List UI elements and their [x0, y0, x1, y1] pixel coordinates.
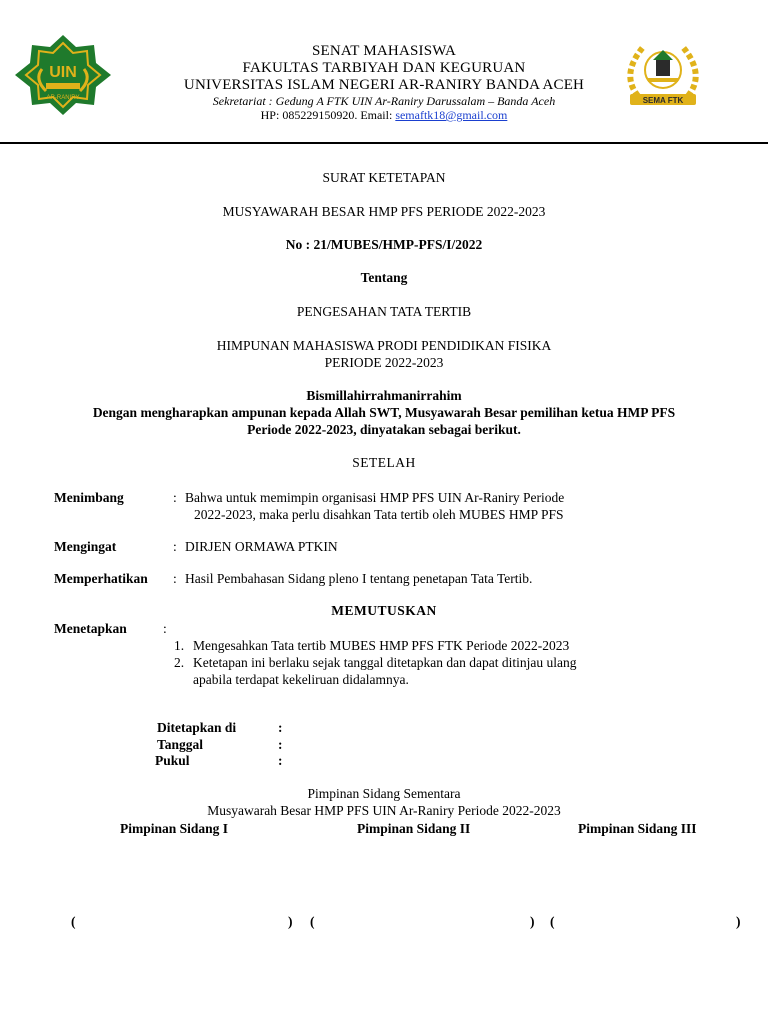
title-tentang: Tentang: [360, 270, 408, 285]
title-number: No : 21/MUBES/HMP-PFS/I/2022: [285, 237, 483, 252]
leaders-heading: Pimpinan Sidang Sementara: [307, 786, 461, 801]
consideration-text: DIRJEN ORMAWA PTKIN: [185, 539, 338, 554]
opening-line-1: Dengan mengharapkan ampunan kepada Allah SWT, Musyawarah Besar pemilihan ketua HMP PFS: [92, 405, 676, 420]
menetapkan-section: [0, 620, 768, 690]
opening-line-2: Periode 2022-2023, dinyatakan sebagai berikut.: [247, 422, 521, 437]
bismillah: Bismillahirrahmanirrahim: [306, 388, 462, 403]
header-line-universitas: UNIVERSITAS ISLAM NEGERI AR-RANIRY BANDA ACEH: [183, 77, 585, 93]
consideration-label: Mengingat: [54, 539, 117, 554]
consideration-label: Menimbang: [54, 490, 124, 505]
consideration-text-cont: 2022-2023, maka perlu disahkan Tata tertib oleh MUBES HMP PFS: [194, 507, 564, 522]
decision-text-cont: apabila terdapat kekeliruan didalamnya.: [193, 672, 409, 687]
setelah-heading: SETELAH: [352, 455, 416, 470]
chair-2-label: Pimpinan Sidang II: [357, 821, 471, 836]
title-surat-ketetapan: SURAT KETETAPAN: [322, 170, 446, 185]
leaders-subheading: Musyawarah Besar HMP PFS UIN Ar-Raniry Periode 2022-2023: [207, 803, 561, 818]
signing-colon: :: [278, 753, 283, 768]
signing-colon: :: [278, 737, 283, 752]
consideration-colon: :: [173, 539, 177, 554]
menetapkan-colon: :: [163, 621, 167, 636]
header-divider: [0, 142, 768, 144]
signature-open-bracket: (: [550, 914, 555, 929]
title-himpunan: HIMPUNAN MAHASISWA PRODI PENDIDIKAN FISIKA: [216, 338, 552, 353]
signing-colon: :: [278, 720, 283, 735]
title-pengesahan: PENGESAHAN TATA TERTIB: [296, 304, 472, 319]
title-musyawarah: MUSYAWARAH BESAR HMP PFS PERIODE 2022-2023: [222, 204, 546, 219]
uin-logo-subtext: AR-RANIRY: [46, 95, 80, 101]
consideration-colon: :: [173, 571, 177, 586]
consideration-memperhatikan: [0, 570, 768, 588]
consideration-mengingat: [0, 538, 768, 556]
title-periode: PERIODE 2022-2023: [324, 355, 444, 370]
signature-open-bracket: (: [71, 914, 76, 929]
decision-number: 2.: [174, 655, 185, 670]
signature-close-bracket: ): [736, 914, 741, 929]
consideration-text: Hasil Pembahasan Sidang pleno I tentang penetapan Tata Tertib.: [185, 571, 533, 586]
consideration-text: Bahwa untuk memimpin organisasi HMP PFS UIN Ar-Raniry Periode: [185, 490, 565, 505]
menetapkan-label: Menetapkan: [54, 621, 127, 636]
signature-open-bracket: (: [310, 914, 315, 929]
header-line-senat: SENAT MAHASISWA: [312, 43, 456, 59]
memutuskan-heading: MEMUTUSKAN: [331, 603, 437, 618]
header-contact-prefix: HP: 085229150920. Email:: [260, 108, 396, 122]
header-line-fakultas: FAKULTAS TARBIYAH DAN KEGURUAN: [242, 60, 526, 76]
consideration-colon: :: [173, 490, 177, 505]
signature-close-bracket: ): [530, 914, 535, 929]
decision-number: 1.: [174, 638, 185, 653]
signing-details: [0, 719, 768, 771]
signature-close-bracket: ): [288, 914, 293, 929]
signing-date-label: Tanggal: [157, 737, 204, 752]
signing-time-label: Pukul: [155, 753, 190, 768]
header-contact: [0, 108, 768, 122]
sema-ftk-logo-text: SEMA FTK: [642, 96, 684, 105]
header-address: Sekretariat : Gedung A FTK UIN Ar-Raniry Darussalam – Banda Aceh: [212, 94, 556, 108]
signing-place-label: Ditetapkan di: [157, 720, 237, 735]
consideration-menimbang: [0, 489, 768, 525]
chair-1-label: Pimpinan Sidang I: [120, 821, 229, 836]
leaders-titles: [0, 820, 768, 838]
decision-text: Mengesahkan Tata tertib MUBES HMP PFS FTK Periode 2022-2023: [193, 638, 570, 653]
consideration-label: Memperhatikan: [54, 571, 148, 586]
header-email-link[interactable]: semaftk18@gmail.com: [395, 108, 508, 122]
signature-brackets: [0, 913, 768, 931]
chair-3-label: Pimpinan Sidang III: [578, 821, 697, 836]
uin-logo-text: UIN: [49, 64, 77, 81]
decision-text: Ketetapan ini berlaku sejak tanggal ditetapkan dan dapat ditinjau ulang: [193, 655, 577, 670]
